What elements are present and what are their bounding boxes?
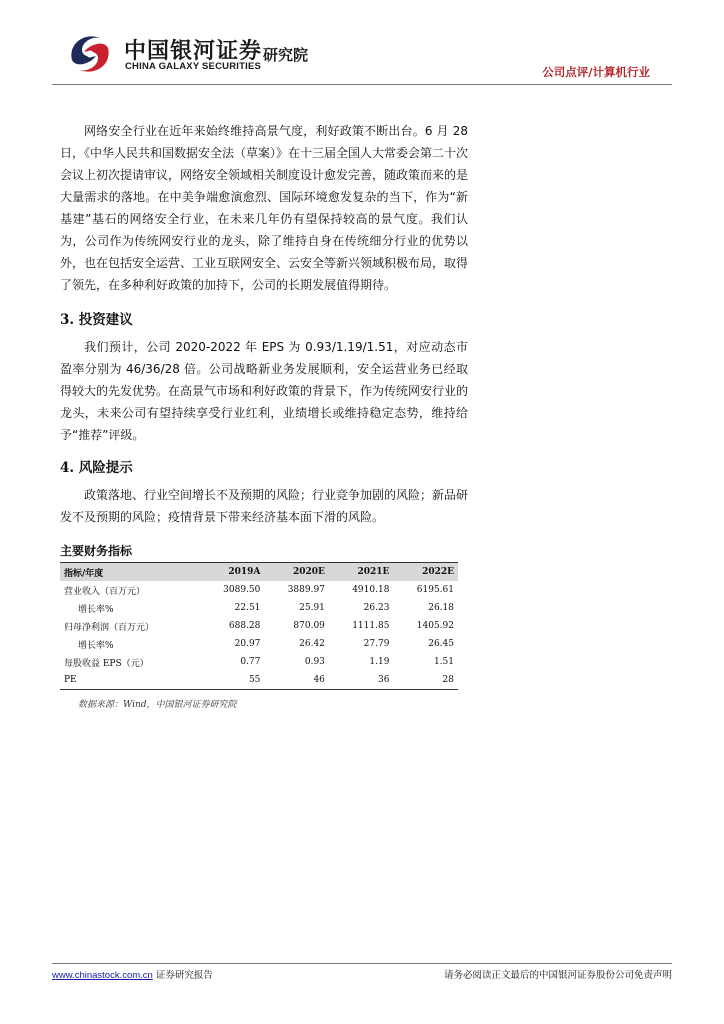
risk-paragraph: 政策落地、行业空间增长不及预期的风险；行业竞争加剧的风险；新品研发不及预期的风险；疫情背景下带来经济基本面下滑的风险。 — [60, 488, 469, 524]
table-header-cell: 2022E — [393, 563, 458, 582]
page-header — [0, 0, 724, 88]
table-row — [60, 635, 458, 653]
galaxy-logo-icon — [66, 30, 114, 78]
table-cell: 1111.85 — [352, 621, 390, 631]
investment-advice-paragraph: 我们预计，公司 2020-2022 年 EPS 为 0.93/1.19/1.51，对应动态市盈率分别为 46/36/28 倍。公司战略新业务发展顺利，安全运营业务已经取得较大的先发优势。在高景气市场和利好政策的背景下，作为传统网安行业的龙头，未来公司有望持续享受行业红利，业绩增长或维持稳定态势，维持给予“推荐”评级。 — [60, 340, 469, 442]
data-source-note: 数据来源：Wind，中国银河证券研究院 — [78, 700, 237, 710]
table-cell: 0.77 — [240, 657, 261, 667]
row-label: 每股收益 EPS（元） — [64, 658, 149, 669]
brand-suffix: 研究院 — [263, 46, 309, 64]
table-cell: 1405.92 — [416, 621, 454, 631]
report-category: 公司点评/计算机行业 — [542, 65, 650, 79]
table-cell: 22.51 — [234, 603, 261, 613]
table-cell: 26.42 — [299, 639, 325, 649]
row-label: 增长率% — [78, 604, 114, 615]
table-cell: 688.28 — [228, 621, 261, 631]
table-row — [60, 617, 458, 635]
table-header-cell: 指标/年度 — [60, 563, 200, 582]
row-label: 增长率% — [78, 640, 114, 651]
table-cell: 20.97 — [234, 639, 261, 649]
table-header-cell: 2020E — [264, 563, 329, 582]
brand-name-cn: 中国银河证券 — [124, 39, 263, 64]
table-cell: 46 — [264, 671, 329, 690]
table-header-row — [60, 563, 458, 582]
row-label: 归母净利润（百万元） — [64, 622, 155, 633]
table-cell: 870.09 — [293, 621, 325, 631]
body-paragraph-1: 网络安全行业在近年来始终维持高景气度，利好政策不断出台。6 月 28 日，《中华人民共和国数据安全法（草案）》在十三届全国人大常委会第二十次会议上初次提请审议，网络安全领域相关制度设计愈发完善，随政策而来的是大量需求的落地。在中美争端愈演愈烈、国际环境愈发复杂的当下，作为“新基建”基石的网络安全行业，在未来几年仍有望保持较高的景气度。我们认为，公司作为传统网安行业的龙头，除了维持自身在传统细分行业的优势以外，也在包括安全运营、工业互联网安全、云安全等新兴领域积极布局，取得了领先，在多种利好政策的加持下，公司的长期发展值得期待。 — [60, 124, 469, 292]
disclaimer-note: 请务必阅读正文最后的中国银河证券股份公司免责声明 — [443, 970, 672, 981]
table-cell: 26.18 — [428, 603, 454, 613]
row-label: PE — [60, 671, 200, 690]
section-heading-investment: 3. 投资建议 — [60, 312, 133, 328]
table-cell: 3889.97 — [287, 585, 325, 595]
section-heading-risk: 4. 风险提示 — [60, 460, 133, 476]
table-title: 主要财务指标 — [60, 544, 133, 558]
table-cell: 55 — [200, 671, 265, 690]
table-row — [60, 599, 458, 617]
website-link[interactable]: www.chinastock.com.cn — [52, 970, 153, 981]
financial-indicators-table — [60, 562, 458, 690]
footer-divider — [52, 963, 672, 964]
table-row — [60, 653, 458, 671]
table-cell: 28 — [393, 671, 458, 690]
table-cell: 1.19 — [369, 657, 390, 667]
table-cell: 4910.18 — [352, 585, 390, 595]
row-label: 营业收入（百万元） — [64, 586, 146, 597]
table-header-cell: 2021E — [329, 563, 394, 582]
table-cell: 1.51 — [433, 657, 454, 667]
report-content — [60, 120, 468, 710]
table-row — [60, 671, 458, 690]
table-cell: 0.93 — [304, 657, 325, 667]
table-cell: 27.79 — [363, 639, 390, 649]
table-row — [60, 581, 458, 599]
brand-name-en: CHINA GALAXY SECURITIES — [125, 61, 262, 72]
table-cell: 6195.61 — [416, 585, 454, 595]
table-cell: 36 — [329, 671, 394, 690]
footer-report-type: 证券研究报告 — [152, 970, 213, 981]
table-cell: 26.45 — [428, 639, 454, 649]
table-cell: 25.91 — [299, 603, 325, 613]
footer-left — [52, 967, 213, 981]
table-cell: 26.23 — [363, 603, 390, 613]
header-divider — [52, 84, 672, 85]
table-cell: 3089.50 — [223, 585, 261, 595]
table-header-cell: 2019A — [200, 563, 265, 582]
